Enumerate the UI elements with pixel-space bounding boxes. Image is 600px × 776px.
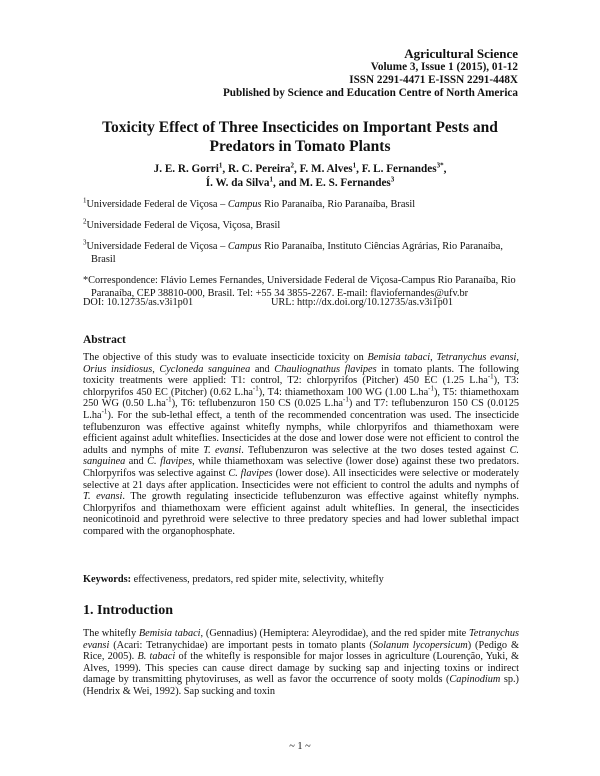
keywords-list: effectiveness, predators, red spider mite, selectivity, whitefly [131,574,384,585]
affiliation-2: $^2$Universidade Federal de Viçosa, Viçosa, Brasil [83,217,281,231]
affiliation-1: $^1$Universidade Federal de Viçosa – Campus Rio Paranaíba, Rio Paranaíba, Brasil [83,196,416,210]
author-affil-sup: 1 [218,161,223,170]
author-name: F. M. Alves [299,163,353,175]
introduction-body: The whitefly Bemisia tabaci, (Gennadius) (Hemiptera: Aleyrodidae), and the red spider mite Tetranychus evansi (Acari: Tetranychidae) are important pests in tomato plants (Solanum lycopersicum) (Pedigo & Rice, 2005). B. tabaci of the whitefly is responsible for major losses in agriculture (Lourenção, Yuki, & Alves, 1999). This species can cause direct damage by sucking sap and injecting toxins or indirect damage by transmitting phytoviruses, as well as favor the occurrence of sooty molds (Capinodium sp.) (Hendrix & Wei, 1992). Sap sucking and toxin [83,628,519,697]
doi-text: DOI: 10.12735/as.v3i1p01 [83,297,194,308]
keywords-label: Keywords: [83,574,132,585]
author-name: M. E. S. Fernandes [299,177,391,189]
doi-line [83,296,519,309]
abstract-body: The objective of this study was to evaluate insecticide toxicity on Bemisia tabaci, Tetranychus evansi, Orius insidiosus, Cycloneda sanguinea and Chauliognathus flavipes in tomato plants. The following toxicity treatments were applied: T1: control, T2: chlorpyrifos (Pitcher) 450 EC (1.25 $L.ha^{-1}$), T3: chlorpyrifos 450 EC (Pitcher) (0.62 $L.ha^{-1}$), T4: thiamethoxam 100 WG (1.00 $L.ha^{-1}$), T5: thiamethoxam 250 WG (0.50 $L.ha^{-1}$), T6: teflubenzuron 150 CS (0.025 $L.ha^{-1}$) and T7: teflubenzuron 150 CS (0.0125 $L.ha^{-1}$). For the sub-lethal effect, a tenth of the recommended concentration was used. The insecticide teflubenzuron was effective against whitefly nymphs, while chlorpyrifos and thiamethoxam were efficient against adult whiteflies. Insecticides at the dose and lower dose were not efficient to control the adults and nymphs of mite T. evansi. Teflubenzuron was selective at the two doses tested against C. sanguinea and C. flavipes, while thiamethoxam was selective (lower dose) against these two predators. Chlorpyrifos was selective against C. flavipes (lower dose). All insecticides were selective or moderately selective at 21 days after application. Insecticides were not efficient to control the adults and nymphs of T. evansi. The growth regulating insecticide teflubenzuron was effective against whitefly nymphs. Chlorpyrifos and thiamethoxam were efficient against adult whiteflies. In general, the insecticides neonicotinoid and pyrethroid were selective to three predatory species and had lower sublethal impact compared with the organophosphate. [83,352,520,537]
correspondence: *Correspondence: Flávio Lemes Fernandes, Universidade Federal de Viçosa-Campus Rio Paranaíba, Rio Paranaíba, CEP 38810-000, Brasil. Tel: +55 34 3855-2267. E-mail: flaviofernandes@ufv.br [83,275,516,299]
journal-header [223,46,518,101]
journal-publisher: Published by Science and Education Centre of North America [222,87,518,100]
author-affil-sup: 1 [269,175,273,184]
paper-title [80,118,520,156]
author-name: R. C. Pereira [227,163,291,175]
author-affil-sup: 3 [390,175,395,184]
section-heading-introduction: 1. Introduction [83,603,173,618]
doi-url-link[interactable]: URL: http://dx.doi.org/10.12735/as.v3i1p01 [271,297,454,308]
author-list: J. E. R. Gorri$^1$, R. C. Pereira$^2$, F. M. Alves$^1$, F. L. Fernandes$^{3*}$, Í. W. da Silva$^1$, and M. E. S. Fernandes$^3$ [153,161,447,189]
author-affil-sup: 2 [290,161,295,170]
abstract-heading: Abstract [83,334,126,346]
title-line-2: Predators in Tomato Plants [209,138,391,155]
author-affil-sup: 1 [352,161,357,170]
page-number: ~ 1 ~ [289,741,311,752]
title-line-1: Toxicity Effect of Three Insecticides on Important Pests and [102,119,498,136]
journal-issn: ISSN 2291-4471 E-ISSN 2291-448X [349,74,518,87]
author-name: Í. W. da Silva [205,177,270,189]
journal-volume: Volume 3, Issue 1 (2015), 01-12 [370,61,518,73]
author-name: J. E. R. Gorri [153,163,219,175]
author-affil-sup: 3* [436,161,444,170]
author-name: F. L. Fernandes [361,163,437,175]
journal-name: Agricultural Science [404,46,518,61]
affiliation-3: $^3$Universidade Federal de Viçosa – Campus Rio Paranaíba, Instituto Ciências Agrárias, Rio Paranaíba, Brasil [83,238,503,265]
keywords [83,574,519,586]
affiliations [83,198,519,300]
